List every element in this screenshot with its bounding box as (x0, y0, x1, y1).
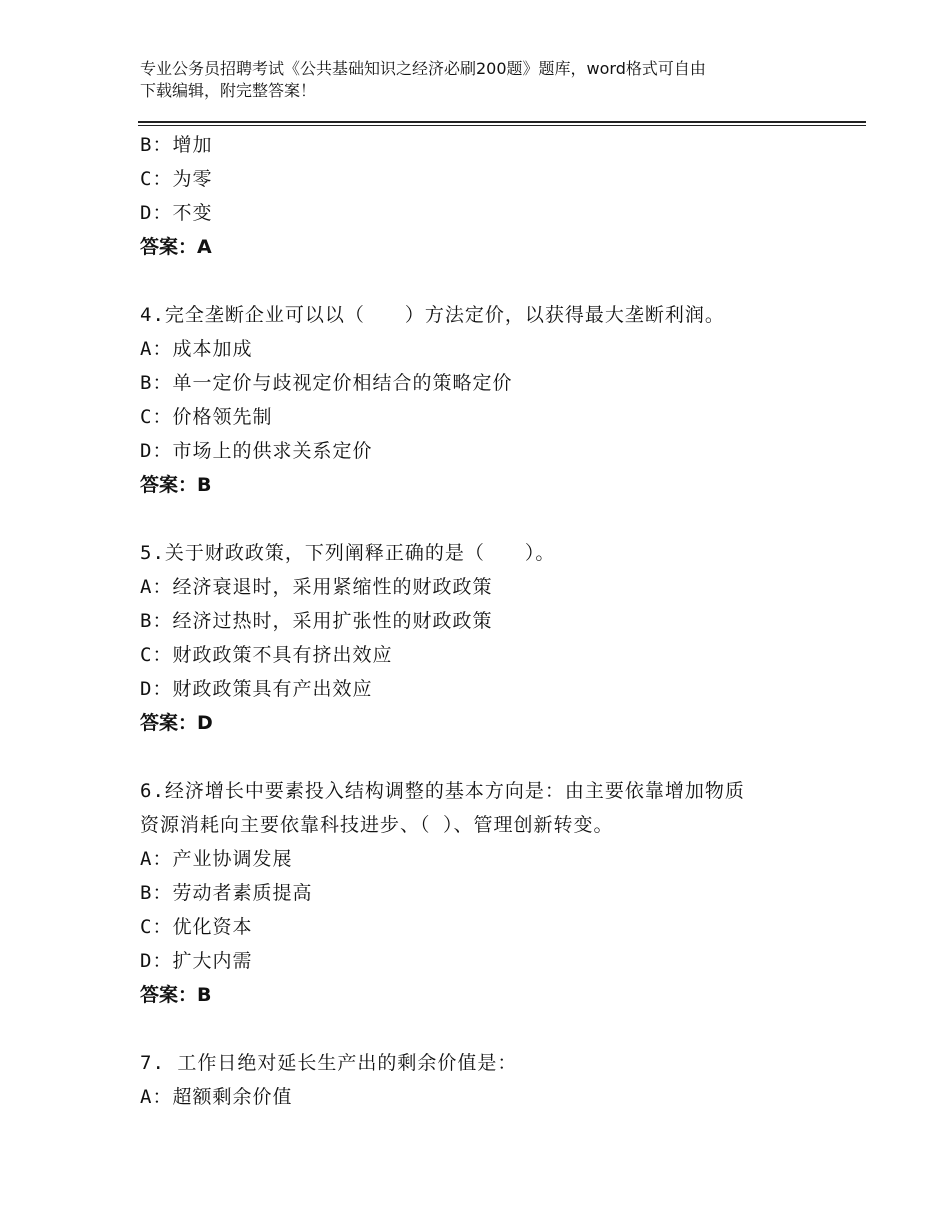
q4-answer: 答案：B (140, 474, 212, 496)
q6-stem-line-2: 资源消耗向主要依靠科技进步、（ ）、管理创新转变。 (140, 814, 614, 836)
q6-answer: 答案：B (140, 984, 212, 1006)
q5-option-b: B：经济过热时，采用扩张性的财政政策 (140, 610, 493, 632)
q3-option-b: B：增加 (140, 134, 213, 156)
q7-option-a: A：超额剩余价值 (140, 1086, 293, 1108)
header-rule-thin (138, 125, 866, 126)
q3-option-c: C：为零 (140, 168, 213, 190)
q6-stem-line-1: 6.经济增长中要素投入结构调整的基本方向是：由主要依靠增加物质 (140, 780, 745, 802)
header-line-1: 专业公务员招聘考试《公共基础知识之经济必刷200题》题库，word格式可自由 (140, 59, 706, 78)
q7-stem: 7. 工作日绝对延长生产出的剩余价值是： (140, 1052, 518, 1074)
q5-option-c: C：财政政策不具有挤出效应 (140, 644, 393, 666)
q6-option-b: B：劳动者素质提高 (140, 882, 313, 904)
q3-option-d: D：不变 (140, 202, 213, 224)
q6-option-d: D：扩大内需 (140, 950, 253, 972)
q6-option-c: C：优化资本 (140, 916, 253, 938)
q4-option-c: C：价格领先制 (140, 406, 273, 428)
q5-answer: 答案：D (140, 712, 213, 734)
header-rule-thick (138, 121, 866, 123)
q5-option-a: A：经济衰退时，采用紧缩性的财政政策 (140, 576, 493, 598)
q4-option-a: A：成本加成 (140, 338, 253, 360)
spacer (140, 1012, 840, 1046)
header-line-2: 下载编辑，附完整答案！ (140, 81, 317, 100)
spacer (140, 740, 840, 774)
document-header (140, 58, 820, 102)
q3-answer: 答案：A (140, 236, 212, 258)
q5-option-d: D：财政政策具有产出效应 (140, 678, 373, 700)
q4-option-d: D：市场上的供求关系定价 (140, 440, 373, 462)
q6-option-a: A：产业协调发展 (140, 848, 293, 870)
question-list (140, 128, 840, 1114)
spacer (140, 502, 840, 536)
q4-stem: 4.完全垄断企业可以以（ ）方法定价，以获得最大垄断利润。 (140, 304, 725, 326)
q4-option-b: B：单一定价与歧视定价相结合的策略定价 (140, 372, 513, 394)
q5-stem: 5.关于财政政策，下列阐释正确的是（ ）。 (140, 542, 556, 564)
spacer (140, 264, 840, 298)
